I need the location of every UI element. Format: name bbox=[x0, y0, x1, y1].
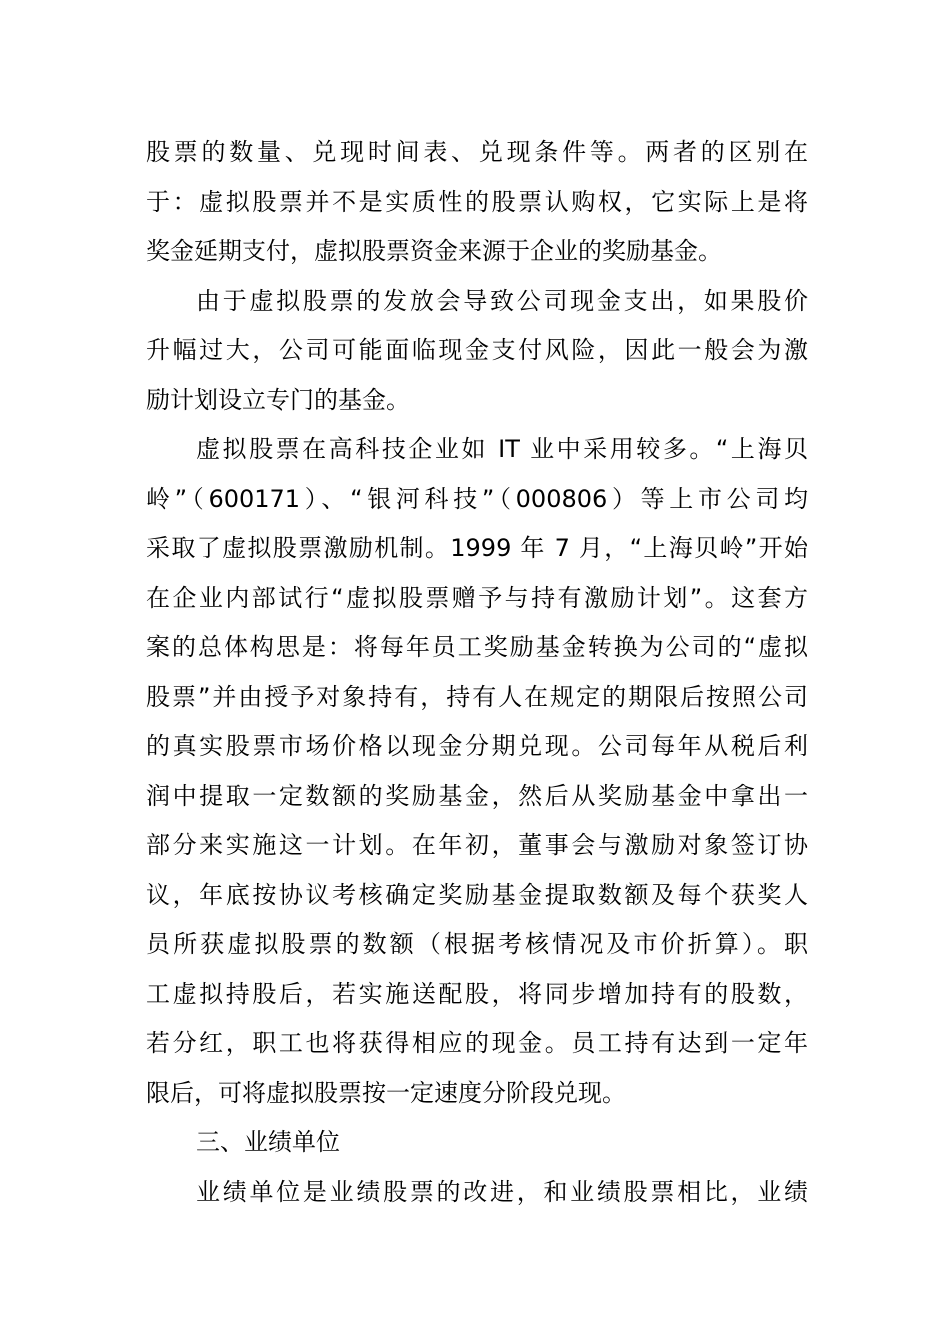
text-line: 案的总体构思是：将每年员工奖励基金转换为公司的“虚拟 bbox=[146, 633, 808, 661]
text-line: 奖金延期支付，虚拟股票资金来源于企业的奖励基金。 bbox=[146, 237, 722, 265]
text-line: 员所获虚拟股票的数额（根据考核情况及市价折算）。职 bbox=[146, 930, 808, 958]
text-line: 虚拟股票在高科技企业如 IT 业中采用较多。“上海贝 bbox=[196, 435, 808, 463]
text-line: 议，年底按协议考核确定奖励基金提取数额及每个获奖人 bbox=[146, 880, 808, 909]
text-line: 岭”（600171）、“银河科技”（000806）等上市公司均 bbox=[146, 484, 808, 513]
text-line: 在企业内部试行“虚拟股票赠予与持有激励计划”。这套方 bbox=[146, 583, 808, 612]
text-line: 若分红，职工也将获得相应的现金。员工持有达到一定年 bbox=[146, 1029, 808, 1057]
text-line: 采取了虚拟股票激励机制。1999 年 7 月，“上海贝岭”开始 bbox=[146, 534, 808, 562]
text-line: 升幅过大，公司可能面临现金支付风险，因此一般会为激 bbox=[146, 336, 808, 364]
document-body bbox=[146, 128, 808, 1217]
text-line: 股票的数量、兑现时间表、兑现条件等。两者的区别在 bbox=[146, 138, 808, 166]
text-line: 于：虚拟股票并不是实质性的股票认购权，它实际上是将 bbox=[146, 187, 808, 216]
text-line: 由于虚拟股票的发放会导致公司现金支出，如果股价 bbox=[196, 286, 808, 315]
text-line: 润中提取一定数额的奖励基金，然后从奖励基金中拿出一 bbox=[146, 781, 808, 810]
text-line: 部分来实施这一计划。在年初，董事会与激励对象签订协 bbox=[146, 831, 808, 859]
section-heading: 三、业绩单位 bbox=[196, 1128, 340, 1156]
text-line: 励计划设立专门的基金。 bbox=[146, 385, 410, 414]
text-line: 业绩单位是业绩股票的改进，和业绩股票相比，业绩 bbox=[196, 1177, 808, 1206]
text-line: 工虚拟持股后，若实施送配股，将同步增加持有的股数， bbox=[146, 979, 808, 1008]
text-line: 限后，可将虚拟股票按一定速度分阶段兑现。 bbox=[146, 1078, 626, 1107]
text-line: 股票”并由授予对象持有，持有人在规定的期限后按照公司 bbox=[146, 682, 808, 711]
text-line: 的真实股票市场价格以现金分期兑现。公司每年从税后利 bbox=[146, 732, 808, 760]
